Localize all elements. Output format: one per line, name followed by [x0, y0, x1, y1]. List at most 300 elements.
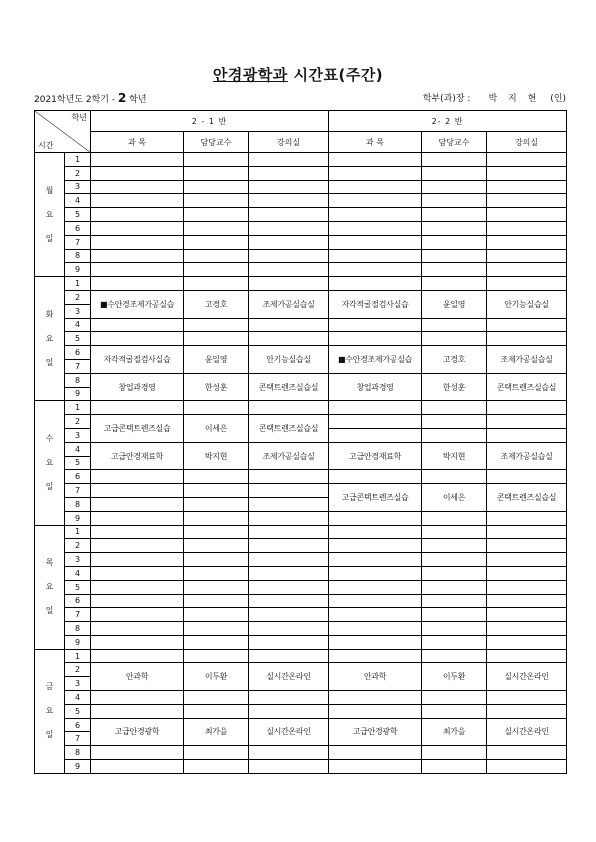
- table-row: [35, 635, 567, 649]
- empty-cell: [91, 221, 184, 235]
- empty-cell: [249, 153, 329, 167]
- table-row: [35, 511, 567, 525]
- empty-cell: [184, 760, 249, 774]
- period-number: 8: [65, 622, 91, 636]
- day-char: 월: [45, 185, 54, 195]
- course-subject: ■수안경조제가공실습: [329, 346, 422, 374]
- empty-cell: [91, 608, 184, 622]
- empty-cell: [329, 539, 422, 553]
- empty-cell: [91, 153, 184, 167]
- empty-cell: [422, 580, 487, 594]
- day-char: 금: [45, 682, 54, 692]
- empty-cell: [249, 221, 329, 235]
- empty-cell: [184, 277, 249, 291]
- period-number: 6: [65, 594, 91, 608]
- empty-cell: [249, 194, 329, 208]
- empty-cell: [184, 746, 249, 760]
- day-char: 요: [45, 706, 54, 716]
- empty-cell: [329, 691, 422, 705]
- table-row: [35, 746, 567, 760]
- empty-cell: [487, 153, 567, 167]
- day-char: 일: [45, 481, 54, 491]
- empty-cell: [422, 401, 487, 415]
- year-semester: 2021학년도 2학기 -: [34, 95, 118, 105]
- course-room: 안기능실습실: [249, 346, 329, 374]
- empty-cell: [249, 635, 329, 649]
- period-number: 3: [65, 180, 91, 194]
- empty-cell: [91, 539, 184, 553]
- empty-cell: [422, 153, 487, 167]
- period-number: 9: [65, 760, 91, 774]
- empty-cell: [487, 635, 567, 649]
- period-number: 1: [65, 649, 91, 663]
- empty-cell: [487, 580, 567, 594]
- table-row: [35, 401, 567, 415]
- course-professor: 윤일영: [422, 290, 487, 318]
- empty-cell: [184, 484, 249, 498]
- empty-cell: [184, 470, 249, 484]
- empty-cell: [184, 153, 249, 167]
- empty-cell: [422, 470, 487, 484]
- course-room: 조제가공실습실: [249, 442, 329, 470]
- empty-cell: [184, 704, 249, 718]
- empty-cell: [329, 428, 422, 442]
- table-row: [35, 580, 567, 594]
- day-label: [35, 153, 65, 277]
- table-row: [35, 208, 567, 222]
- table-row: [35, 539, 567, 553]
- empty-cell: [184, 622, 249, 636]
- empty-cell: [184, 249, 249, 263]
- empty-cell: [487, 401, 567, 415]
- course-room: 실시간온라인: [487, 663, 567, 691]
- empty-cell: [329, 622, 422, 636]
- day-char: 목: [45, 558, 54, 568]
- period-number: 3: [65, 553, 91, 567]
- empty-cell: [329, 221, 422, 235]
- period-number: 6: [65, 470, 91, 484]
- timetable: [34, 110, 567, 774]
- title-department: 안경광학과: [212, 66, 288, 84]
- empty-cell: [91, 249, 184, 263]
- empty-cell: [422, 166, 487, 180]
- course-room: 안기능실습실: [487, 290, 567, 318]
- course-room: 실시간온라인: [249, 663, 329, 691]
- empty-cell: [329, 511, 422, 525]
- empty-cell: [249, 277, 329, 291]
- period-number: 2: [65, 290, 91, 304]
- empty-cell: [249, 484, 329, 498]
- course-professor: 이세은: [184, 415, 249, 443]
- empty-cell: [329, 180, 422, 194]
- head-label: 학부(과)장 :: [422, 94, 471, 104]
- day-char: 요: [45, 209, 54, 219]
- empty-cell: [487, 691, 567, 705]
- course-room: 콘택트렌즈실습실: [487, 373, 567, 401]
- course-professor: 최가을: [422, 718, 487, 746]
- period-number: 7: [65, 484, 91, 498]
- day-char: 요: [45, 582, 54, 592]
- empty-cell: [329, 415, 422, 429]
- subject-header: 과 목: [91, 132, 184, 153]
- day-char: 화: [45, 309, 54, 319]
- empty-cell: [422, 594, 487, 608]
- room-header: 강의실: [249, 132, 329, 153]
- empty-cell: [91, 318, 184, 332]
- empty-cell: [91, 704, 184, 718]
- period-number: 4: [65, 442, 91, 456]
- empty-cell: [184, 566, 249, 580]
- empty-cell: [91, 332, 184, 346]
- department-head-info: [423, 91, 566, 104]
- class-1-header: 2 - 1 반: [91, 111, 329, 132]
- course-room: 조제가공실습실: [487, 346, 567, 374]
- course-room: 조제가공실습실: [249, 290, 329, 318]
- empty-cell: [422, 415, 487, 429]
- period-number: 5: [65, 704, 91, 718]
- period-number: 5: [65, 332, 91, 346]
- empty-cell: [184, 318, 249, 332]
- table-row: [35, 608, 567, 622]
- empty-cell: [487, 608, 567, 622]
- empty-cell: [329, 566, 422, 580]
- table-row: [35, 649, 567, 663]
- table-row: [35, 663, 567, 677]
- table-row: [35, 166, 567, 180]
- empty-cell: [249, 760, 329, 774]
- empty-cell: [249, 553, 329, 567]
- empty-cell: [487, 566, 567, 580]
- course-subject: 창업과경영: [329, 373, 422, 401]
- empty-cell: [487, 649, 567, 663]
- professor-header: 담당교수: [422, 132, 487, 153]
- empty-cell: [329, 235, 422, 249]
- empty-cell: [329, 580, 422, 594]
- empty-cell: [329, 470, 422, 484]
- empty-cell: [422, 635, 487, 649]
- empty-cell: [184, 235, 249, 249]
- course-subject: 고급안경광학: [91, 718, 184, 746]
- empty-cell: [422, 553, 487, 567]
- period-number: 3: [65, 428, 91, 442]
- empty-cell: [184, 580, 249, 594]
- table-row: [35, 221, 567, 235]
- empty-cell: [329, 649, 422, 663]
- course-subject: 안과학: [329, 663, 422, 691]
- empty-cell: [487, 415, 567, 429]
- period-number: 2: [65, 166, 91, 180]
- table-row: [35, 594, 567, 608]
- empty-cell: [184, 332, 249, 346]
- empty-cell: [487, 221, 567, 235]
- day-char: 일: [45, 730, 54, 740]
- table-row: [35, 566, 567, 580]
- empty-cell: [91, 760, 184, 774]
- table-row: [35, 263, 567, 277]
- course-professor: 이세은: [422, 484, 487, 512]
- empty-cell: [487, 277, 567, 291]
- empty-cell: [184, 525, 249, 539]
- empty-cell: [91, 511, 184, 525]
- table-row: [35, 704, 567, 718]
- course-professor: 고경호: [184, 290, 249, 318]
- empty-cell: [249, 525, 329, 539]
- course-subject: 고급콘택트렌즈실습: [91, 415, 184, 443]
- day-label: [35, 525, 65, 649]
- course-subject: 고급콘택트렌즈실습: [329, 484, 422, 512]
- empty-cell: [487, 166, 567, 180]
- course-subject: 자각적굴절검사실습: [91, 346, 184, 374]
- period-number: 4: [65, 566, 91, 580]
- period-number: 3: [65, 677, 91, 691]
- empty-cell: [329, 318, 422, 332]
- table-row: [35, 470, 567, 484]
- empty-cell: [91, 553, 184, 567]
- grade-suffix: 학년: [126, 95, 147, 105]
- period-number: 1: [65, 401, 91, 415]
- empty-cell: [184, 194, 249, 208]
- empty-cell: [487, 428, 567, 442]
- period-number: 6: [65, 221, 91, 235]
- empty-cell: [249, 401, 329, 415]
- empty-cell: [91, 691, 184, 705]
- period-number: 8: [65, 249, 91, 263]
- period-number: 5: [65, 580, 91, 594]
- day-char: 일: [45, 606, 54, 616]
- empty-cell: [422, 332, 487, 346]
- empty-cell: [91, 594, 184, 608]
- empty-cell: [91, 401, 184, 415]
- empty-cell: [249, 263, 329, 277]
- empty-cell: [249, 470, 329, 484]
- head-name: 박 지 현: [488, 94, 541, 104]
- empty-cell: [184, 539, 249, 553]
- empty-cell: [249, 539, 329, 553]
- empty-cell: [487, 208, 567, 222]
- title-rest: 시간표(주간): [287, 66, 384, 84]
- time-label: 시간: [38, 141, 54, 150]
- empty-cell: [249, 497, 329, 511]
- empty-cell: [249, 622, 329, 636]
- empty-cell: [184, 263, 249, 277]
- period-number: 6: [65, 718, 91, 732]
- empty-cell: [487, 263, 567, 277]
- empty-cell: [249, 608, 329, 622]
- day-char: 요: [45, 457, 54, 467]
- empty-cell: [91, 566, 184, 580]
- empty-cell: [422, 704, 487, 718]
- empty-cell: [249, 649, 329, 663]
- empty-cell: [422, 208, 487, 222]
- empty-cell: [329, 277, 422, 291]
- empty-cell: [249, 511, 329, 525]
- empty-cell: [184, 497, 249, 511]
- timetable-body: [35, 153, 567, 774]
- period-number: 7: [65, 608, 91, 622]
- empty-cell: [184, 608, 249, 622]
- empty-cell: [329, 153, 422, 167]
- period-number: 1: [65, 153, 91, 167]
- empty-cell: [91, 746, 184, 760]
- empty-cell: [422, 263, 487, 277]
- empty-cell: [184, 649, 249, 663]
- empty-cell: [422, 180, 487, 194]
- table-row: [35, 484, 567, 498]
- empty-cell: [487, 704, 567, 718]
- seal-mark: (인): [550, 94, 566, 104]
- empty-cell: [422, 691, 487, 705]
- empty-cell: [329, 525, 422, 539]
- day-char: 일: [45, 233, 54, 243]
- table-row: [35, 760, 567, 774]
- course-subject: 자각적굴절검사실습: [329, 290, 422, 318]
- period-number: 1: [65, 525, 91, 539]
- empty-cell: [91, 277, 184, 291]
- empty-cell: [91, 484, 184, 498]
- period-number: 1: [65, 277, 91, 291]
- empty-cell: [91, 235, 184, 249]
- table-row: [35, 180, 567, 194]
- table-row: [35, 153, 567, 167]
- empty-cell: [249, 594, 329, 608]
- empty-cell: [329, 249, 422, 263]
- semester-info: [34, 91, 147, 105]
- course-room: 콘택트렌즈실습실: [487, 484, 567, 512]
- empty-cell: [422, 249, 487, 263]
- empty-cell: [91, 208, 184, 222]
- empty-cell: [422, 608, 487, 622]
- empty-cell: [487, 760, 567, 774]
- empty-cell: [91, 166, 184, 180]
- period-number: 2: [65, 415, 91, 429]
- course-subject: 창업과경영: [91, 373, 184, 401]
- day-char: 일: [45, 357, 54, 367]
- period-number: 9: [65, 387, 91, 401]
- course-room: 조제가공실습실: [487, 442, 567, 470]
- empty-cell: [184, 401, 249, 415]
- grade-label: 학년: [71, 113, 87, 122]
- table-row: [35, 346, 567, 360]
- empty-cell: [249, 235, 329, 249]
- empty-cell: [249, 180, 329, 194]
- table-row: [35, 249, 567, 263]
- empty-cell: [184, 635, 249, 649]
- empty-cell: [184, 221, 249, 235]
- empty-cell: [329, 594, 422, 608]
- period-number: 9: [65, 635, 91, 649]
- empty-cell: [422, 277, 487, 291]
- empty-cell: [329, 401, 422, 415]
- table-row: [35, 553, 567, 567]
- period-number: 5: [65, 456, 91, 470]
- empty-cell: [184, 691, 249, 705]
- course-subject: 고급안경재료학: [91, 442, 184, 470]
- empty-cell: [249, 704, 329, 718]
- professor-header: 담당교수: [184, 132, 249, 153]
- empty-cell: [329, 553, 422, 567]
- course-subject: 고급안경광학: [329, 718, 422, 746]
- empty-cell: [329, 760, 422, 774]
- empty-cell: [91, 649, 184, 663]
- period-number: 7: [65, 732, 91, 746]
- period-number: 4: [65, 194, 91, 208]
- empty-cell: [422, 235, 487, 249]
- empty-cell: [487, 318, 567, 332]
- empty-cell: [487, 470, 567, 484]
- empty-cell: [329, 194, 422, 208]
- empty-cell: [184, 208, 249, 222]
- empty-cell: [487, 511, 567, 525]
- table-row: [35, 415, 567, 429]
- subject-header: 과 목: [329, 132, 422, 153]
- period-number: 4: [65, 691, 91, 705]
- period-number: 4: [65, 318, 91, 332]
- empty-cell: [487, 235, 567, 249]
- course-professor: 박지현: [184, 442, 249, 470]
- empty-cell: [422, 760, 487, 774]
- period-number: 2: [65, 663, 91, 677]
- empty-cell: [487, 553, 567, 567]
- period-number: 7: [65, 235, 91, 249]
- empty-cell: [249, 580, 329, 594]
- period-number: 6: [65, 346, 91, 360]
- empty-cell: [249, 166, 329, 180]
- table-row: [35, 373, 567, 387]
- table-row: [35, 525, 567, 539]
- empty-cell: [422, 194, 487, 208]
- course-professor: 한성훈: [422, 373, 487, 401]
- empty-cell: [184, 511, 249, 525]
- empty-cell: [422, 428, 487, 442]
- grade-number: 2: [117, 91, 127, 105]
- empty-cell: [487, 539, 567, 553]
- empty-cell: [91, 180, 184, 194]
- empty-cell: [422, 622, 487, 636]
- empty-cell: [487, 194, 567, 208]
- table-row: [35, 235, 567, 249]
- period-number: 9: [65, 263, 91, 277]
- empty-cell: [91, 525, 184, 539]
- table-row: [35, 718, 567, 732]
- empty-cell: [91, 194, 184, 208]
- period-number: 7: [65, 359, 91, 373]
- table-row: [35, 290, 567, 304]
- empty-cell: [329, 208, 422, 222]
- course-professor: 최가을: [184, 718, 249, 746]
- table-row: [35, 194, 567, 208]
- empty-cell: [487, 594, 567, 608]
- empty-cell: [329, 332, 422, 346]
- course-room: 실시간온라인: [249, 718, 329, 746]
- table-row: [35, 277, 567, 291]
- empty-cell: [249, 566, 329, 580]
- table-row: [35, 332, 567, 346]
- course-professor: 고경호: [422, 346, 487, 374]
- empty-cell: [329, 166, 422, 180]
- empty-cell: [422, 649, 487, 663]
- empty-cell: [249, 691, 329, 705]
- period-number: 3: [65, 304, 91, 318]
- empty-cell: [329, 635, 422, 649]
- empty-cell: [91, 497, 184, 511]
- empty-cell: [91, 470, 184, 484]
- course-professor: 이두환: [422, 663, 487, 691]
- period-number: 8: [65, 746, 91, 760]
- empty-cell: [91, 635, 184, 649]
- period-number: 5: [65, 208, 91, 222]
- empty-cell: [329, 746, 422, 760]
- empty-cell: [422, 221, 487, 235]
